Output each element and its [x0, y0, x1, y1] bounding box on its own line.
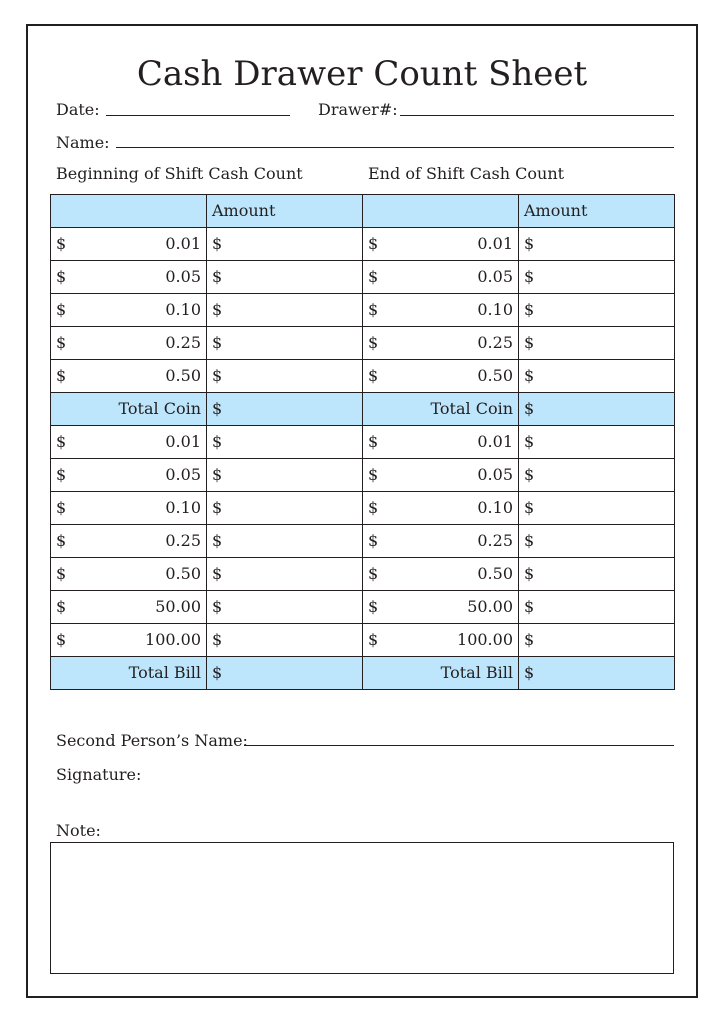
name-field[interactable]	[116, 147, 674, 148]
denomination-value: 100.00	[457, 630, 513, 649]
total-coin-amount-cell[interactable]	[207, 393, 363, 426]
currency-symbol: $	[56, 498, 67, 517]
currency-symbol: $	[56, 531, 67, 550]
denomination-value: 0.05	[477, 465, 513, 484]
currency-symbol: $	[56, 564, 67, 583]
currency-symbol: $	[212, 300, 223, 319]
amount-entry-cell[interactable]	[519, 459, 675, 492]
denomination-value: 0.50	[165, 564, 201, 583]
total-bill-row	[363, 657, 675, 690]
amount-header: Amount	[524, 201, 588, 220]
currency-symbol: $	[212, 267, 223, 286]
denomination-cell	[51, 426, 207, 459]
currency-symbol: $	[212, 366, 223, 385]
table-row	[363, 624, 675, 657]
amount-entry-cell[interactable]	[519, 492, 675, 525]
total-coin-label: Total Coin	[430, 399, 513, 418]
currency-symbol: $	[524, 432, 535, 451]
currency-symbol: $	[368, 366, 379, 385]
currency-symbol: $	[56, 465, 67, 484]
table-row	[363, 228, 675, 261]
signature-label: Signature:	[56, 765, 142, 784]
currency-symbol: $	[524, 663, 535, 682]
amount-entry-cell[interactable]	[207, 492, 363, 525]
denomination-value: 0.50	[477, 366, 513, 385]
currency-symbol: $	[212, 399, 223, 418]
amount-entry-cell[interactable]	[207, 624, 363, 657]
currency-symbol: $	[368, 531, 379, 550]
table-row	[51, 525, 363, 558]
table-row	[363, 294, 675, 327]
amount-entry-cell[interactable]	[519, 591, 675, 624]
denomination-value: 0.50	[165, 366, 201, 385]
denomination-cell	[363, 624, 519, 657]
amount-entry-cell[interactable]	[207, 261, 363, 294]
amount-entry-cell[interactable]	[519, 360, 675, 393]
table-row	[51, 261, 363, 294]
currency-symbol: $	[524, 333, 535, 352]
name-label: Name:	[56, 133, 110, 152]
table-row	[363, 492, 675, 525]
denomination-cell	[363, 360, 519, 393]
denomination-value: 0.10	[477, 300, 513, 319]
denomination-value: 0.01	[477, 234, 513, 253]
table-row	[363, 360, 675, 393]
denomination-cell	[363, 228, 519, 261]
amount-entry-cell[interactable]	[519, 228, 675, 261]
currency-symbol: $	[524, 597, 535, 616]
note-box[interactable]	[50, 842, 674, 974]
drawer-label: Drawer#:	[318, 100, 398, 119]
currency-symbol: $	[524, 300, 535, 319]
currency-symbol: $	[212, 564, 223, 583]
denomination-value: 0.01	[165, 234, 201, 253]
denomination-value: 100.00	[145, 630, 201, 649]
denomination-value: 0.01	[165, 432, 201, 451]
currency-symbol: $	[368, 498, 379, 517]
denomination-cell	[51, 294, 207, 327]
table-row	[363, 591, 675, 624]
denomination-value: 0.25	[477, 333, 513, 352]
table-header-row	[363, 195, 675, 228]
amount-entry-cell[interactable]	[519, 426, 675, 459]
denomination-value: 0.25	[165, 333, 201, 352]
denomination-cell	[51, 360, 207, 393]
table-row	[51, 558, 363, 591]
currency-symbol: $	[524, 630, 535, 649]
currency-symbol: $	[524, 234, 535, 253]
drawer-field[interactable]	[400, 115, 674, 116]
amount-entry-cell[interactable]	[207, 294, 363, 327]
currency-symbol: $	[56, 597, 67, 616]
table-row	[363, 426, 675, 459]
currency-symbol: $	[368, 465, 379, 484]
currency-symbol: $	[212, 234, 223, 253]
amount-header-cell	[519, 195, 675, 228]
beginning-section-heading: Beginning of Shift Cash Count	[56, 164, 303, 183]
currency-symbol: $	[368, 564, 379, 583]
currency-symbol: $	[368, 234, 379, 253]
beginning-count-table	[50, 194, 363, 690]
denomination-cell	[51, 492, 207, 525]
denomination-cell	[363, 261, 519, 294]
denomination-cell	[51, 591, 207, 624]
total-bill-amount-cell[interactable]	[207, 657, 363, 690]
total-coin-label-cell	[363, 393, 519, 426]
currency-symbol: $	[56, 267, 67, 286]
denomination-value: 0.01	[477, 432, 513, 451]
second-person-label: Second Person’s Name:	[56, 731, 248, 750]
amount-entry-cell[interactable]	[519, 558, 675, 591]
table-row	[363, 525, 675, 558]
total-coin-amount-cell[interactable]	[519, 393, 675, 426]
denomination-header-cell	[363, 195, 519, 228]
currency-symbol: $	[56, 333, 67, 352]
currency-symbol: $	[56, 300, 67, 319]
table-row	[51, 228, 363, 261]
currency-symbol: $	[524, 267, 535, 286]
amount-entry-cell[interactable]	[207, 459, 363, 492]
amount-entry-cell[interactable]	[207, 525, 363, 558]
currency-symbol: $	[524, 498, 535, 517]
total-bill-label: Total Bill	[440, 663, 513, 682]
note-label: Note:	[56, 821, 101, 840]
amount-entry-cell[interactable]	[207, 558, 363, 591]
table-row	[363, 261, 675, 294]
amount-entry-cell[interactable]	[519, 294, 675, 327]
amount-entry-cell[interactable]	[207, 360, 363, 393]
currency-symbol: $	[56, 234, 67, 253]
amount-entry-cell[interactable]	[207, 591, 363, 624]
currency-symbol: $	[212, 630, 223, 649]
currency-symbol: $	[368, 300, 379, 319]
table-row	[363, 558, 675, 591]
denomination-cell	[363, 327, 519, 360]
currency-symbol: $	[368, 630, 379, 649]
denomination-cell	[363, 426, 519, 459]
denomination-cell	[363, 525, 519, 558]
denomination-value: 50.00	[467, 597, 513, 616]
currency-symbol: $	[524, 531, 535, 550]
currency-symbol: $	[524, 399, 535, 418]
currency-symbol: $	[524, 564, 535, 583]
table-row	[51, 459, 363, 492]
denomination-value: 0.05	[477, 267, 513, 286]
denomination-cell	[363, 492, 519, 525]
currency-symbol: $	[212, 333, 223, 352]
table-row	[51, 426, 363, 459]
total-coin-row	[363, 393, 675, 426]
total-coin-row	[51, 393, 363, 426]
currency-symbol: $	[368, 267, 379, 286]
denomination-value: 0.50	[477, 564, 513, 583]
end-count-table	[362, 194, 675, 690]
currency-symbol: $	[368, 597, 379, 616]
denomination-cell	[363, 294, 519, 327]
currency-symbol: $	[56, 432, 67, 451]
table-row	[51, 360, 363, 393]
denomination-cell	[51, 228, 207, 261]
denomination-cell	[51, 327, 207, 360]
currency-symbol: $	[524, 465, 535, 484]
currency-symbol: $	[212, 465, 223, 484]
total-bill-row	[51, 657, 363, 690]
currency-symbol: $	[56, 366, 67, 385]
table-row	[51, 327, 363, 360]
denomination-value: 0.10	[165, 498, 201, 517]
denomination-cell	[51, 525, 207, 558]
currency-symbol: $	[212, 531, 223, 550]
currency-symbol: $	[212, 663, 223, 682]
amount-entry-cell[interactable]	[207, 426, 363, 459]
page-title: Cash Drawer Count Sheet	[136, 54, 588, 94]
table-header-row	[51, 195, 363, 228]
amount-entry-cell[interactable]	[519, 525, 675, 558]
total-bill-amount-cell[interactable]	[519, 657, 675, 690]
denomination-value: 50.00	[155, 597, 201, 616]
denomination-cell	[51, 558, 207, 591]
table-row	[51, 591, 363, 624]
denomination-cell	[51, 624, 207, 657]
denomination-value: 0.10	[165, 300, 201, 319]
currency-symbol: $	[212, 597, 223, 616]
denomination-cell	[363, 591, 519, 624]
table-row	[51, 294, 363, 327]
table-row	[51, 624, 363, 657]
denomination-cell	[363, 558, 519, 591]
amount-entry-cell[interactable]	[519, 624, 675, 657]
denomination-value: 0.05	[165, 267, 201, 286]
denomination-value: 0.25	[165, 531, 201, 550]
currency-symbol: $	[212, 432, 223, 451]
denomination-cell	[363, 459, 519, 492]
amount-entry-cell[interactable]	[519, 327, 675, 360]
total-coin-label-cell	[51, 393, 207, 426]
currency-symbol: $	[368, 333, 379, 352]
currency-symbol: $	[524, 366, 535, 385]
denomination-header-cell	[51, 195, 207, 228]
second-person-field[interactable]	[244, 745, 674, 746]
denomination-cell	[51, 459, 207, 492]
amount-header: Amount	[212, 201, 276, 220]
currency-symbol: $	[212, 498, 223, 517]
denomination-cell	[51, 261, 207, 294]
amount-entry-cell[interactable]	[207, 228, 363, 261]
denomination-value: 0.10	[477, 498, 513, 517]
currency-symbol: $	[368, 432, 379, 451]
amount-header-cell	[207, 195, 363, 228]
table-row	[363, 459, 675, 492]
date-field[interactable]	[106, 115, 290, 116]
total-coin-label: Total Coin	[118, 399, 201, 418]
total-bill-label-cell	[363, 657, 519, 690]
amount-entry-cell[interactable]	[519, 261, 675, 294]
currency-symbol: $	[56, 630, 67, 649]
table-row	[51, 492, 363, 525]
end-section-heading: End of Shift Cash Count	[368, 164, 565, 183]
denomination-value: 0.05	[165, 465, 201, 484]
date-label: Date:	[56, 100, 100, 119]
total-bill-label-cell	[51, 657, 207, 690]
total-bill-label: Total Bill	[128, 663, 201, 682]
table-row	[363, 327, 675, 360]
amount-entry-cell[interactable]	[207, 327, 363, 360]
denomination-value: 0.25	[477, 531, 513, 550]
